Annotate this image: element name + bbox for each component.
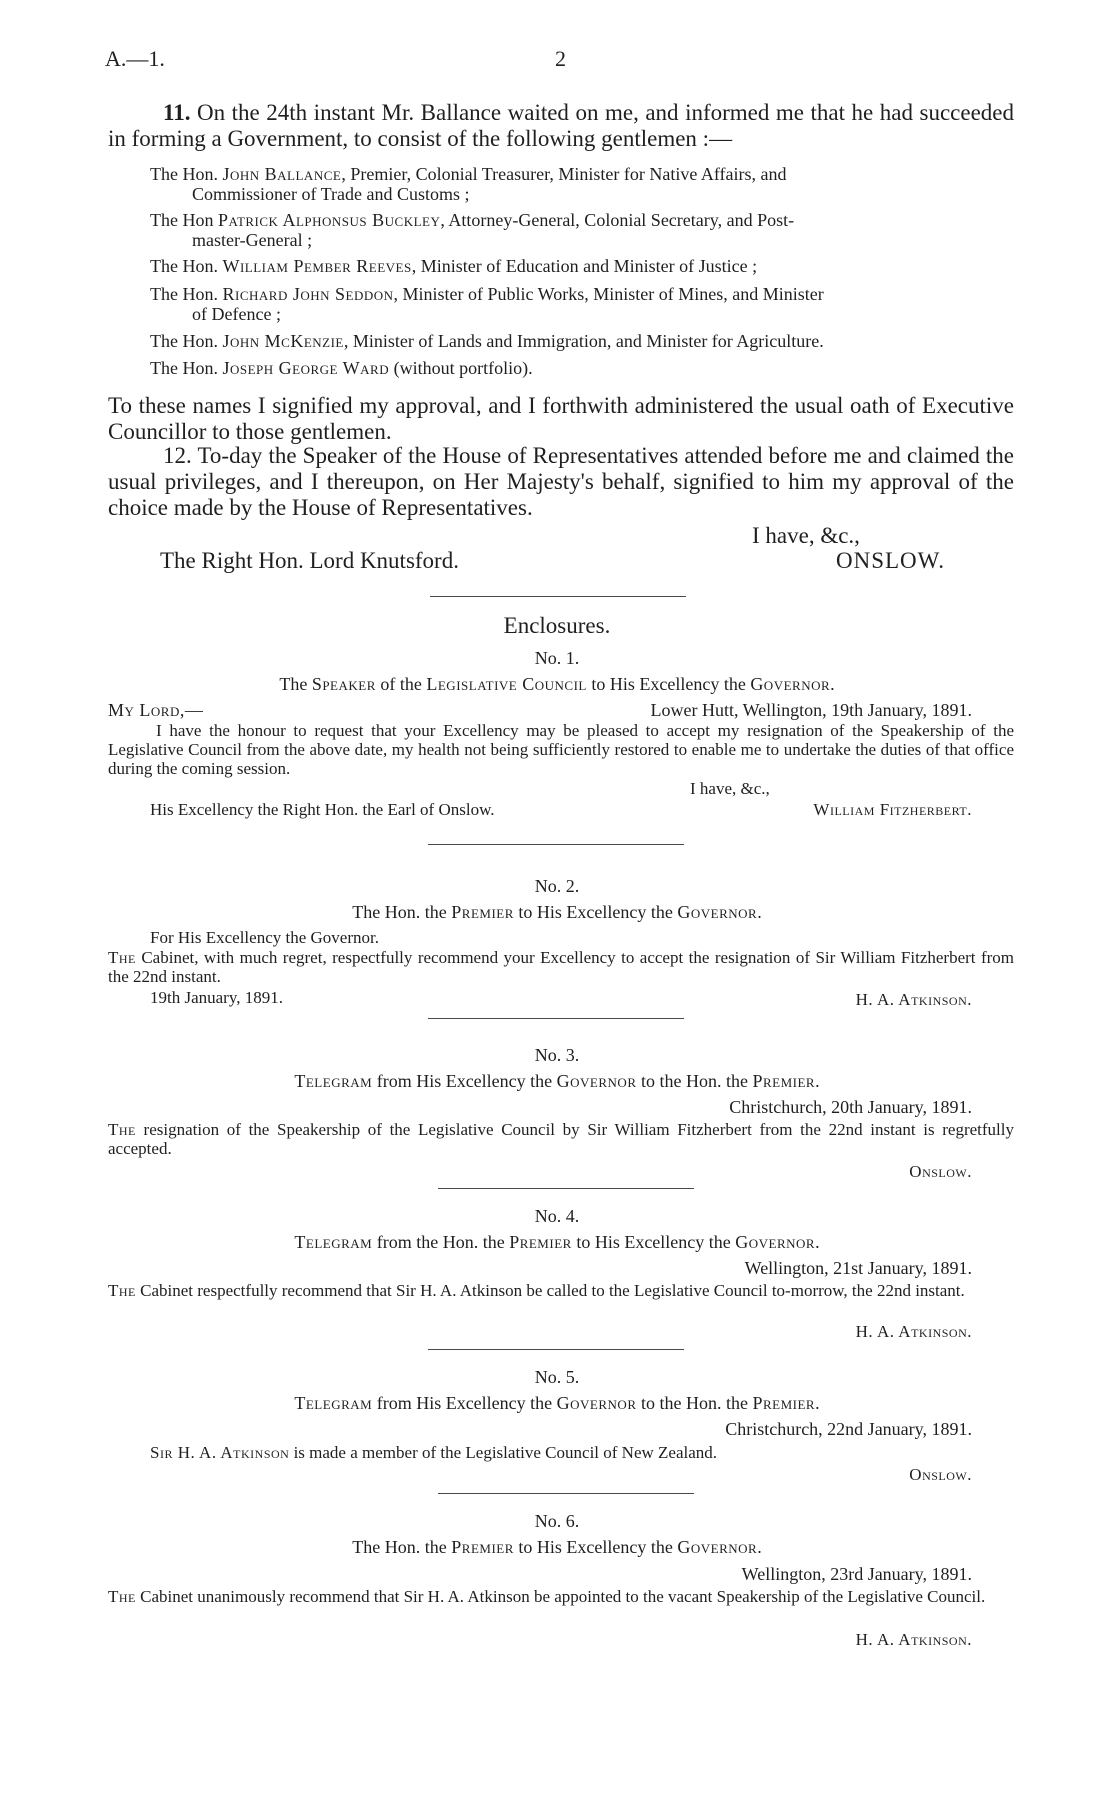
minister-role: , Attorney-General, Colonial Secretary, and Post- <box>440 210 795 230</box>
telegram-body <box>108 1281 1014 1300</box>
enclosure-title <box>0 1537 1114 1557</box>
title-part: from the Hon. the <box>372 1232 510 1252</box>
enclosure-number: No. 5. <box>534 1367 580 1387</box>
minister-role: , Minister of Public Works, Minister of Mines, and Minister <box>393 284 824 304</box>
document-reference: A.—1. <box>105 46 165 71</box>
minister-name: John Ballance <box>222 164 342 184</box>
enclosure-title <box>0 674 1114 694</box>
title-part: Premier <box>509 1232 572 1252</box>
title-part: to His Excellency the <box>513 902 678 922</box>
title-part: Governor <box>677 1537 758 1557</box>
body-text: resignation of the Speakership of the Legislative Council by Sir William Fitzherbert from the 22nd instant is regretfully accepted. <box>108 1120 1014 1158</box>
minister-name: William Pember Reeves <box>222 256 412 276</box>
divider <box>428 844 684 845</box>
letter-addressee: His Excellency the Right Hon. the Earl of Onslow. <box>150 800 495 819</box>
salutation: My Lord,— <box>108 700 204 720</box>
title-part: Governor <box>750 674 831 694</box>
title-part: Premier <box>451 902 514 922</box>
lead-word: The <box>108 1120 136 1139</box>
minister-name: Patrick Alphonsus Buckley <box>217 210 441 230</box>
telegram-signature: Onslow. <box>909 1162 972 1181</box>
letter-body: I have the honour to request that your Excellency may be pleased to accept my resignation of the Speakership of the Legislative Council from the above date, my health not being sufficiently restored to enable me to undertake the duties of that office during the coming session. <box>108 721 1014 778</box>
title-part: from His Excellency the <box>372 1071 557 1091</box>
enclosure-number: No. 6. <box>534 1511 580 1531</box>
closing-i-have: I have, &c., <box>752 523 860 548</box>
letter-signature: William Fitzherbert. <box>813 800 972 819</box>
enclosure-number: No. 3. <box>534 1045 580 1065</box>
lead-word: The <box>108 1587 136 1606</box>
title-part: Premier <box>752 1393 816 1413</box>
paragraph-12 <box>108 443 1014 521</box>
telegram-body <box>150 1443 1014 1462</box>
title-part: . <box>815 1232 820 1252</box>
title-part: Legislative Council <box>426 674 587 694</box>
title-part: Governor <box>735 1232 816 1252</box>
title-part: to the Hon. the <box>636 1071 753 1091</box>
closing-addressee: The Right Hon. Lord Knutsford. <box>160 548 459 573</box>
minister-item <box>150 210 1015 250</box>
title-part: . <box>757 1537 762 1557</box>
enclosure-title <box>0 1232 1114 1252</box>
title-part: Governor <box>556 1393 637 1413</box>
title-part: . <box>815 1071 820 1091</box>
telegram-signature: H. A. Atkinson. <box>855 1322 972 1341</box>
title-part: of the <box>375 674 427 694</box>
minister-item <box>150 164 1015 204</box>
body-text: is made a member of the Legislative Council of New Zealand. <box>289 1443 718 1462</box>
title-part: to His Excellency the <box>571 1232 736 1252</box>
minister-role: , Minister of Education and Minister of Justice ; <box>411 256 758 276</box>
divider <box>430 596 686 597</box>
page-number: 2 <box>555 46 566 71</box>
title-part: Governor <box>677 902 758 922</box>
minister-prefix: The Hon. <box>150 164 223 184</box>
enclosure-title <box>0 902 1114 922</box>
place-date: Wellington, 23rd January, 1891. <box>741 1564 972 1584</box>
title-part: The Hon. the <box>352 902 452 922</box>
minister-prefix: The Hon. <box>150 331 223 351</box>
title-part: . <box>830 674 835 694</box>
divider <box>438 1188 694 1189</box>
minister-prefix: The Hon. <box>150 256 223 276</box>
minister-role: , Minister of Lands and Immigration, and Minister for Agriculture. <box>343 331 824 351</box>
lead-word: Sir H. A. Atkinson <box>150 1443 290 1462</box>
title-part: to the Hon. the <box>636 1393 753 1413</box>
address-line: For His Excellency the Governor. <box>150 928 379 947</box>
divider <box>438 1493 694 1494</box>
title-part: to His Excellency the <box>513 1537 678 1557</box>
body-text: Cabinet respectfully recommend that Sir H. A. Atkinson be called to the Legislative Council to-morrow, the 22nd instant. <box>135 1281 965 1300</box>
minister-role-continued: Commissioner of Trade and Customs ; <box>192 184 470 204</box>
minister-item <box>150 284 1015 324</box>
place-date: Lower Hutt, Wellington, 19th January, 1891. <box>650 700 972 720</box>
minister-name: Joseph George Ward <box>222 358 390 378</box>
enclosure-title <box>0 1393 1114 1413</box>
paragraph-11 <box>108 100 1014 152</box>
letter-signature: H. A. Atkinson. <box>855 1630 972 1649</box>
enclosure-number: No. 1. <box>534 648 580 668</box>
approval-paragraph: To these names I signified my approval, and I forthwith administered the usual oath of Executive Councillor to those gentlemen. <box>108 393 1014 444</box>
minister-role-continued: master-General ; <box>192 230 313 250</box>
telegram-body <box>108 1120 1014 1158</box>
letter-i-have: I have, &c., <box>690 779 770 798</box>
title-part: Premier <box>451 1537 514 1557</box>
place-date: Christchurch, 22nd January, 1891. <box>725 1419 972 1439</box>
divider <box>428 1349 684 1350</box>
divider <box>428 1018 684 1019</box>
lead-word: The <box>108 1281 136 1300</box>
letter-date: 19th January, 1891. <box>150 988 283 1007</box>
letter-signature: H. A. Atkinson. <box>855 990 972 1009</box>
minister-name: Richard John Seddon <box>222 284 394 304</box>
enclosure-number: No. 2. <box>534 876 580 896</box>
paragraph-text: On the 24th instant Mr. Ballance waited on me, and informed me that he had succeeded in forming a Government, to consist of the following gentlemen :— <box>108 100 1014 151</box>
place-date: Christchurch, 20th January, 1891. <box>729 1097 972 1117</box>
letter-body <box>108 1587 1014 1606</box>
closing-signature: ONSLOW. <box>836 548 946 573</box>
body-text: Cabinet unanimously recommend that Sir H. A. Atkinson be appointed to the vacant Speakership of the Legislative Council. <box>135 1587 986 1606</box>
title-part: Premier <box>752 1071 816 1091</box>
title-part: Telegram <box>294 1232 373 1252</box>
title-part: from His Excellency the <box>372 1393 557 1413</box>
minister-role: , Premier, Colonial Treasurer, Minister for Native Affairs, and <box>341 164 787 184</box>
paragraph-text: To-day the Speaker of the House of Representatives attended before me and claimed the usual privileges, and I thereupon, on Her Majesty's behalf, signified to him my approval of the choice made by the House of Representatives. <box>108 443 1014 520</box>
title-part: Speaker <box>311 674 376 694</box>
minister-role-continued: of Defence ; <box>192 304 281 324</box>
minister-name: John McKenzie <box>222 331 344 351</box>
telegram-signature: Onslow. <box>909 1465 972 1484</box>
paragraph-number: 11. <box>163 100 191 125</box>
minister-prefix: The Hon. <box>150 284 223 304</box>
lead-word: The <box>108 948 136 967</box>
minister-prefix: The Hon. <box>150 358 223 378</box>
enclosures-title: Enclosures. <box>503 613 611 638</box>
minister-prefix: The Hon <box>150 210 218 230</box>
title-part: . <box>757 902 762 922</box>
minister-item <box>150 256 1015 276</box>
minister-item <box>150 358 1015 378</box>
body-text: Cabinet, with much regret, respectfully recommend your Excellency to accept the resignation of Sir William Fitzherbert from the 22nd instant. <box>108 948 1014 986</box>
title-part: Telegram <box>294 1393 373 1413</box>
letter-body <box>108 948 1014 986</box>
title-part: Governor <box>556 1071 637 1091</box>
title-part: to His Excellency the <box>586 674 751 694</box>
title-part: . <box>815 1393 820 1413</box>
place-date: Wellington, 21st January, 1891. <box>744 1258 972 1278</box>
title-part: Telegram <box>294 1071 373 1091</box>
enclosure-title <box>0 1071 1114 1091</box>
minister-item <box>150 331 1015 351</box>
title-part: The Hon. the <box>352 1537 452 1557</box>
minister-role: (without portfolio). <box>389 358 533 378</box>
title-part: The <box>279 674 312 694</box>
enclosure-number: No. 4. <box>534 1206 580 1226</box>
paragraph-number: 12. <box>163 443 192 468</box>
